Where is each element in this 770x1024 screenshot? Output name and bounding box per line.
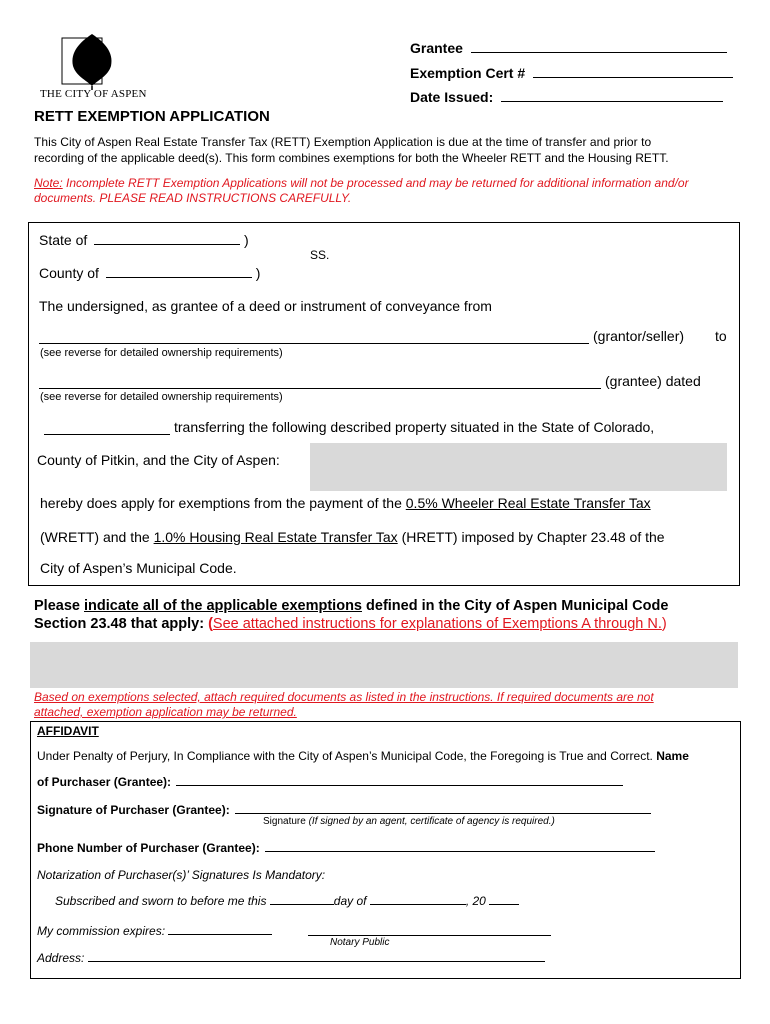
county-of-pitkin-text: County of Pitkin, and the City of Aspen: <box>37 452 280 468</box>
note-text-1: Incomplete RETT Exemption Applications will not be processed and may be returned for additional information and/or <box>62 176 689 190</box>
penalty-line <box>37 749 689 763</box>
exemption-cert-header-field <box>410 63 733 81</box>
hrett-link[interactable]: 1.0% Housing Real Estate Transfer Tax <box>153 529 398 545</box>
signature-caption <box>263 816 555 827</box>
signature-note: (If signed by an agent, certificate of agency is required.) <box>308 816 555 827</box>
exemption-cert-label: Exemption Cert # <box>410 65 526 81</box>
commission-row <box>37 922 272 938</box>
signature-input-line[interactable] <box>235 801 651 814</box>
based-on-exemptions-line-1: Based on exemptions selected, attach required documents as listed in the instructions. If required documents are not <box>34 690 654 704</box>
affidavit-bottom-border <box>30 978 741 979</box>
affidavit-left-border <box>30 721 31 979</box>
hereby-line <box>40 495 651 511</box>
commission-input-line[interactable] <box>168 922 272 935</box>
exemptions-instruction-1: Please indicate all of the applicable exemptions defined in the City of Aspen Municipal Code <box>34 598 669 614</box>
to-label: to <box>715 328 727 344</box>
signature-label: Signature of Purchaser (Grantee): <box>37 803 230 817</box>
state-of-label: State of <box>39 232 88 248</box>
subscribed-row <box>55 892 519 908</box>
address-label: Address: <box>37 951 85 965</box>
wrett-link[interactable]: 0.5% Wheeler Real Estate Transfer Tax <box>405 495 651 511</box>
county-of-row <box>39 263 260 281</box>
year-prefix-text: , 20 <box>465 894 486 908</box>
wrett-text: (WRETT) and the <box>40 529 154 545</box>
phone-input-line[interactable] <box>265 839 655 852</box>
grantor-label: (grantor/seller) <box>593 328 685 344</box>
date-issued-input-line[interactable] <box>501 87 723 102</box>
month-input-line[interactable] <box>370 892 466 905</box>
reverse-note-1: (see reverse for detailed ownership requirements) <box>40 347 283 359</box>
subscribed-text: Subscribed and sworn to before me this <box>55 894 267 908</box>
grantee-input-line[interactable] <box>471 38 727 53</box>
reverse-note-2: (see reverse for detailed ownership requirements) <box>40 391 283 403</box>
affidavit-title: AFFIDAVIT <box>37 724 99 738</box>
name-word: Name <box>656 749 689 763</box>
date-issued-label: Date Issued: <box>410 89 494 105</box>
address-row <box>37 949 545 965</box>
grantee-label: Grantee <box>410 40 463 56</box>
address-input-line[interactable] <box>88 949 545 962</box>
note-label: Note: <box>34 176 63 190</box>
purchaser-name-input-line[interactable] <box>176 773 623 786</box>
date-issued-header-field <box>410 87 723 105</box>
grantee-header-field <box>410 38 727 56</box>
intro-line-2: recording of the applicable deed(s). This form combines exemptions for both the Wheeler RETT and the Housing RETT. <box>34 151 669 165</box>
state-paren: ) <box>244 232 249 248</box>
day-of-text: day of <box>333 894 367 908</box>
exemption-cert-input-line[interactable] <box>533 63 733 78</box>
signature-row <box>37 801 651 817</box>
hereby-text: hereby does apply for exemptions from the payment of the <box>40 495 406 511</box>
logo-text: THE CITY OF ASPEN <box>40 88 147 100</box>
of-purchaser-label: of Purchaser (Grantee): <box>37 775 172 789</box>
year-input-line[interactable] <box>489 892 519 905</box>
aspen-leaf-icon <box>40 30 140 90</box>
grantee-dated-label: (grantee) dated <box>605 373 701 389</box>
penalty-text: Under Penalty of Perjury, In Compliance with the City of Aspen’s Municipal Code, the Foregoing is True and Correct. <box>37 749 653 763</box>
undersigned-text: The undersigned, as grantee of a deed or instrument of conveyance from <box>39 298 492 314</box>
notary-public-label: Notary Public <box>330 937 390 948</box>
exemptions-instruction-2: Section 23.48 that apply: (See attached instructions for explanations of Exemptions A through N.) <box>34 616 667 632</box>
note-line-2: documents. PLEASE READ INSTRUCTIONS CAREFULLY. <box>34 191 352 205</box>
affidavit-top-border <box>30 721 741 722</box>
affidavit-right-border <box>740 721 741 979</box>
state-of-row <box>39 230 249 248</box>
property-description-field[interactable] <box>310 443 727 491</box>
based-on-exemptions-line-2: attached, exemption application may be returned. <box>34 705 297 719</box>
date-input-line[interactable] <box>44 434 170 435</box>
notarization-text: Notarization of Purchaser(s)’ Signatures Is Mandatory: <box>37 868 326 882</box>
notary-signature-line[interactable] <box>308 935 551 936</box>
exemptions-instructions-link[interactable]: See attached instructions for explanations of Exemptions A through N. <box>212 616 662 632</box>
phone-row <box>37 839 655 855</box>
purchaser-name-row <box>37 773 623 789</box>
county-paren: ) <box>255 265 261 281</box>
county-input-line[interactable] <box>106 263 252 278</box>
state-input-line[interactable] <box>94 230 240 245</box>
exemptions-selection-field[interactable] <box>30 642 738 688</box>
transferring-text: transferring the following described property situated in the State of Colorado, <box>174 419 655 435</box>
note-line-1 <box>34 176 689 190</box>
commission-label: My commission expires: <box>37 924 166 938</box>
county-of-label: County of <box>39 265 99 281</box>
hrett-text: (HRETT) imposed by Chapter 23.48 of the <box>397 529 665 545</box>
intro-line-1: This City of Aspen Real Estate Transfer Tax (RETT) Exemption Application is due at the time of transfer and prior to <box>34 135 652 149</box>
day-input-line[interactable] <box>270 892 334 905</box>
ss-label: SS. <box>310 248 330 262</box>
grantee-input-line[interactable] <box>39 388 601 389</box>
municipal-code-text: City of Aspen’s Municipal Code. <box>40 560 237 576</box>
page-title: RETT EXEMPTION APPLICATION <box>34 108 270 125</box>
city-logo <box>40 30 147 100</box>
wrett-hrett-line <box>40 529 665 545</box>
indicate-exemptions-text: indicate all of the applicable exemptions <box>84 598 362 614</box>
phone-label: Phone Number of Purchaser (Grantee): <box>37 841 260 855</box>
grantor-input-line[interactable] <box>39 343 589 344</box>
signature-word: Signature <box>263 816 306 827</box>
